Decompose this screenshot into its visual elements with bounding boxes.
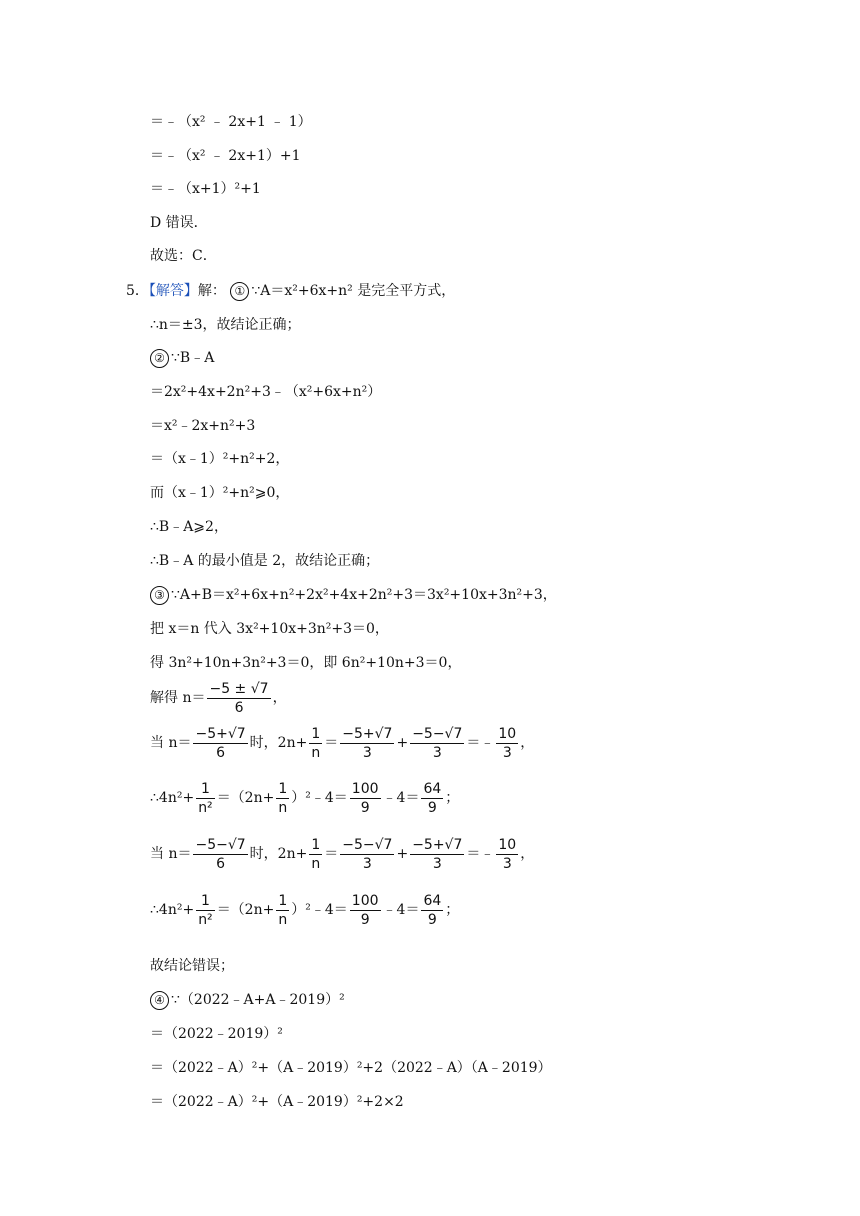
text-line: ＝（2022﹣A）²+（A﹣2019）²+2（2022﹣A）（A﹣2019） xyxy=(150,1060,552,1076)
fraction xyxy=(193,725,247,762)
formula-text: 时，2n+ xyxy=(249,735,308,751)
denominator: 9 xyxy=(360,799,370,816)
numerator: −5−√7 xyxy=(342,836,393,853)
numerator: −5−√7 xyxy=(412,725,463,742)
text-line: ∴n＝±3，故结论正确； xyxy=(150,317,301,333)
numerator: 64 xyxy=(423,780,442,797)
fraction xyxy=(196,892,215,929)
denominator: n² xyxy=(198,911,213,928)
text-line: ＝（x﹣1）²+n²+2， xyxy=(150,451,290,467)
numerator: 100 xyxy=(351,892,379,909)
denominator: 3 xyxy=(502,855,512,872)
fraction xyxy=(496,725,518,762)
fraction xyxy=(350,780,381,817)
fraction xyxy=(207,680,270,717)
text-line: ∴B﹣A 的最小值是 2，故结论正确； xyxy=(150,553,380,569)
formula-text: ﹣4＝ xyxy=(382,902,420,918)
denominator: 9 xyxy=(360,911,370,928)
formula-text: ∴4n²+ xyxy=(150,790,195,806)
denominator: n xyxy=(278,799,288,816)
denominator: 9 xyxy=(427,799,437,816)
formula-text: ， xyxy=(520,735,535,751)
text-line: 而（x﹣1）²+n²⩾0， xyxy=(150,485,290,501)
result1-line xyxy=(150,778,459,818)
text-line: ＝﹣（x² ﹣ 2x+1）+1 xyxy=(150,148,301,164)
formula-text: ， xyxy=(520,846,535,862)
text-line: 得 3n²+10n+3n²+3＝0，即 6n²+10n+3＝0， xyxy=(150,655,462,671)
formula-text: 当 n＝ xyxy=(150,846,192,862)
formula-text: ＝（2n+ xyxy=(216,790,275,806)
formula-text: 时，2n+ xyxy=(249,846,308,862)
text-line: D 错误． xyxy=(150,215,208,231)
text-line: ＝﹣（x+1）²+1 xyxy=(150,181,261,197)
statement: ∵A+B＝x²+6x+n²+2x²+4x+2n²+3＝3x²+10x+3n²+3， xyxy=(171,587,557,603)
answer-tag: 【解答】 xyxy=(148,283,198,299)
text-line: ＝﹣（x² ﹣ 2x+1 ﹣ 1） xyxy=(150,114,312,130)
numerator: 1 xyxy=(196,892,215,911)
numerator: 1 xyxy=(311,725,321,742)
solution-line xyxy=(150,678,287,718)
fraction xyxy=(421,892,443,929)
numerator: 10 xyxy=(498,836,517,853)
denominator: n xyxy=(311,855,321,872)
text-line: ∴B﹣A⩾2， xyxy=(150,519,228,535)
circled-number-1: ① xyxy=(230,282,249,301)
formula-text: ； xyxy=(445,790,460,806)
case1-line: 当 n＝ $\frac{-5+√7}{6}$ 时，2n+ $\frac{1}{n}$ ＝ $\frac{-5+√7}{3}$ + $\frac{-5-√7}{3}$ ＝﹣ $\frac{10}{3}$ ， xyxy=(150,725,535,761)
formula-text: ）²﹣4＝ xyxy=(291,790,348,806)
denominator: 6 xyxy=(216,744,226,761)
text-line: 故结论错误； xyxy=(150,958,234,974)
case2-line: 当 n＝ $\frac{-5-√7}{6}$ 时，2n+ $\frac{1}{n}$ ＝ $\frac{-5-√7}{3}$ + $\frac{-5+√7}{3}$ ＝﹣ $\frac{10}{3}$ ， xyxy=(150,836,535,872)
numerator: 1 xyxy=(278,780,288,797)
text-line: 把 x＝n 代入 3x²+10x+3n²+3＝0， xyxy=(150,621,389,637)
fraction xyxy=(410,725,464,762)
denominator: 9 xyxy=(427,911,437,928)
fraction xyxy=(309,836,322,873)
circled-number-4: ④ xyxy=(150,991,169,1010)
circled-number-3: ③ xyxy=(150,586,169,605)
fraction xyxy=(276,892,289,929)
denominator: 6 xyxy=(216,855,226,872)
numerator: 64 xyxy=(423,892,442,909)
text-line xyxy=(150,348,214,368)
formula-text: ； xyxy=(445,902,460,918)
numerator: −5 ± √7 xyxy=(209,680,269,697)
fraction xyxy=(496,836,518,873)
formula-text: 解得 n＝ xyxy=(150,690,206,706)
fraction xyxy=(421,780,443,817)
fraction xyxy=(276,780,289,817)
text-line xyxy=(150,585,557,605)
statement: ∵B﹣A xyxy=(171,350,215,366)
numerator: −5+√7 xyxy=(342,725,393,742)
formula-text: ∴4n²+ xyxy=(150,902,195,918)
text-line: ＝（2022﹣2019）² xyxy=(150,1026,283,1042)
denominator: 3 xyxy=(362,855,372,872)
fraction xyxy=(196,780,215,817)
formula-text: ﹣4＝ xyxy=(382,790,420,806)
statement: ∵A＝x²+6x+n² 是完全平方式， xyxy=(251,283,456,299)
denominator: n xyxy=(278,911,288,928)
fraction xyxy=(340,725,394,762)
question-number: 5． xyxy=(126,283,149,299)
denominator: 3 xyxy=(432,855,442,872)
numerator: −5+√7 xyxy=(412,836,463,853)
denominator: 3 xyxy=(432,744,442,761)
fraction xyxy=(309,725,322,762)
formula-text: ＝﹣ xyxy=(466,735,495,751)
numerator: −5+√7 xyxy=(195,725,246,742)
fraction xyxy=(350,892,381,929)
denominator: 3 xyxy=(502,744,512,761)
formula-text: ）²﹣4＝ xyxy=(291,902,348,918)
formula-text: ＝（2n+ xyxy=(216,902,275,918)
denominator: 6 xyxy=(234,699,244,716)
formula-text: 当 n＝ xyxy=(150,735,192,751)
text-line: ＝（2022﹣A）²+（A﹣2019）²+2×2 xyxy=(150,1094,404,1110)
text-line: ＝2x²+4x+2n²+3﹣（x²+6x+n²） xyxy=(150,384,382,400)
text-line: ＝x²﹣2x+n²+3 xyxy=(150,418,256,434)
text-line xyxy=(150,990,345,1010)
fraction xyxy=(340,836,394,873)
numerator: 1 xyxy=(278,892,288,909)
circled-number-2: ② xyxy=(150,349,169,368)
fraction xyxy=(410,836,464,873)
question-5-header xyxy=(126,281,455,301)
formula-text: ， xyxy=(272,690,287,706)
numerator: −5−√7 xyxy=(195,836,246,853)
answer-intro: 解： xyxy=(197,283,226,299)
fraction xyxy=(193,836,247,873)
numerator: 1 xyxy=(196,780,215,799)
text-line: 故选：C． xyxy=(150,248,217,264)
denominator: n² xyxy=(198,799,213,816)
denominator: n xyxy=(311,744,321,761)
statement: ∵（2022﹣A+A﹣2019）² xyxy=(171,992,345,1008)
numerator: 100 xyxy=(351,780,379,797)
formula-text: ＝﹣ xyxy=(466,846,495,862)
result2-line xyxy=(150,890,459,930)
numerator: 10 xyxy=(498,725,517,742)
denominator: 3 xyxy=(362,744,372,761)
numerator: 1 xyxy=(311,836,321,853)
